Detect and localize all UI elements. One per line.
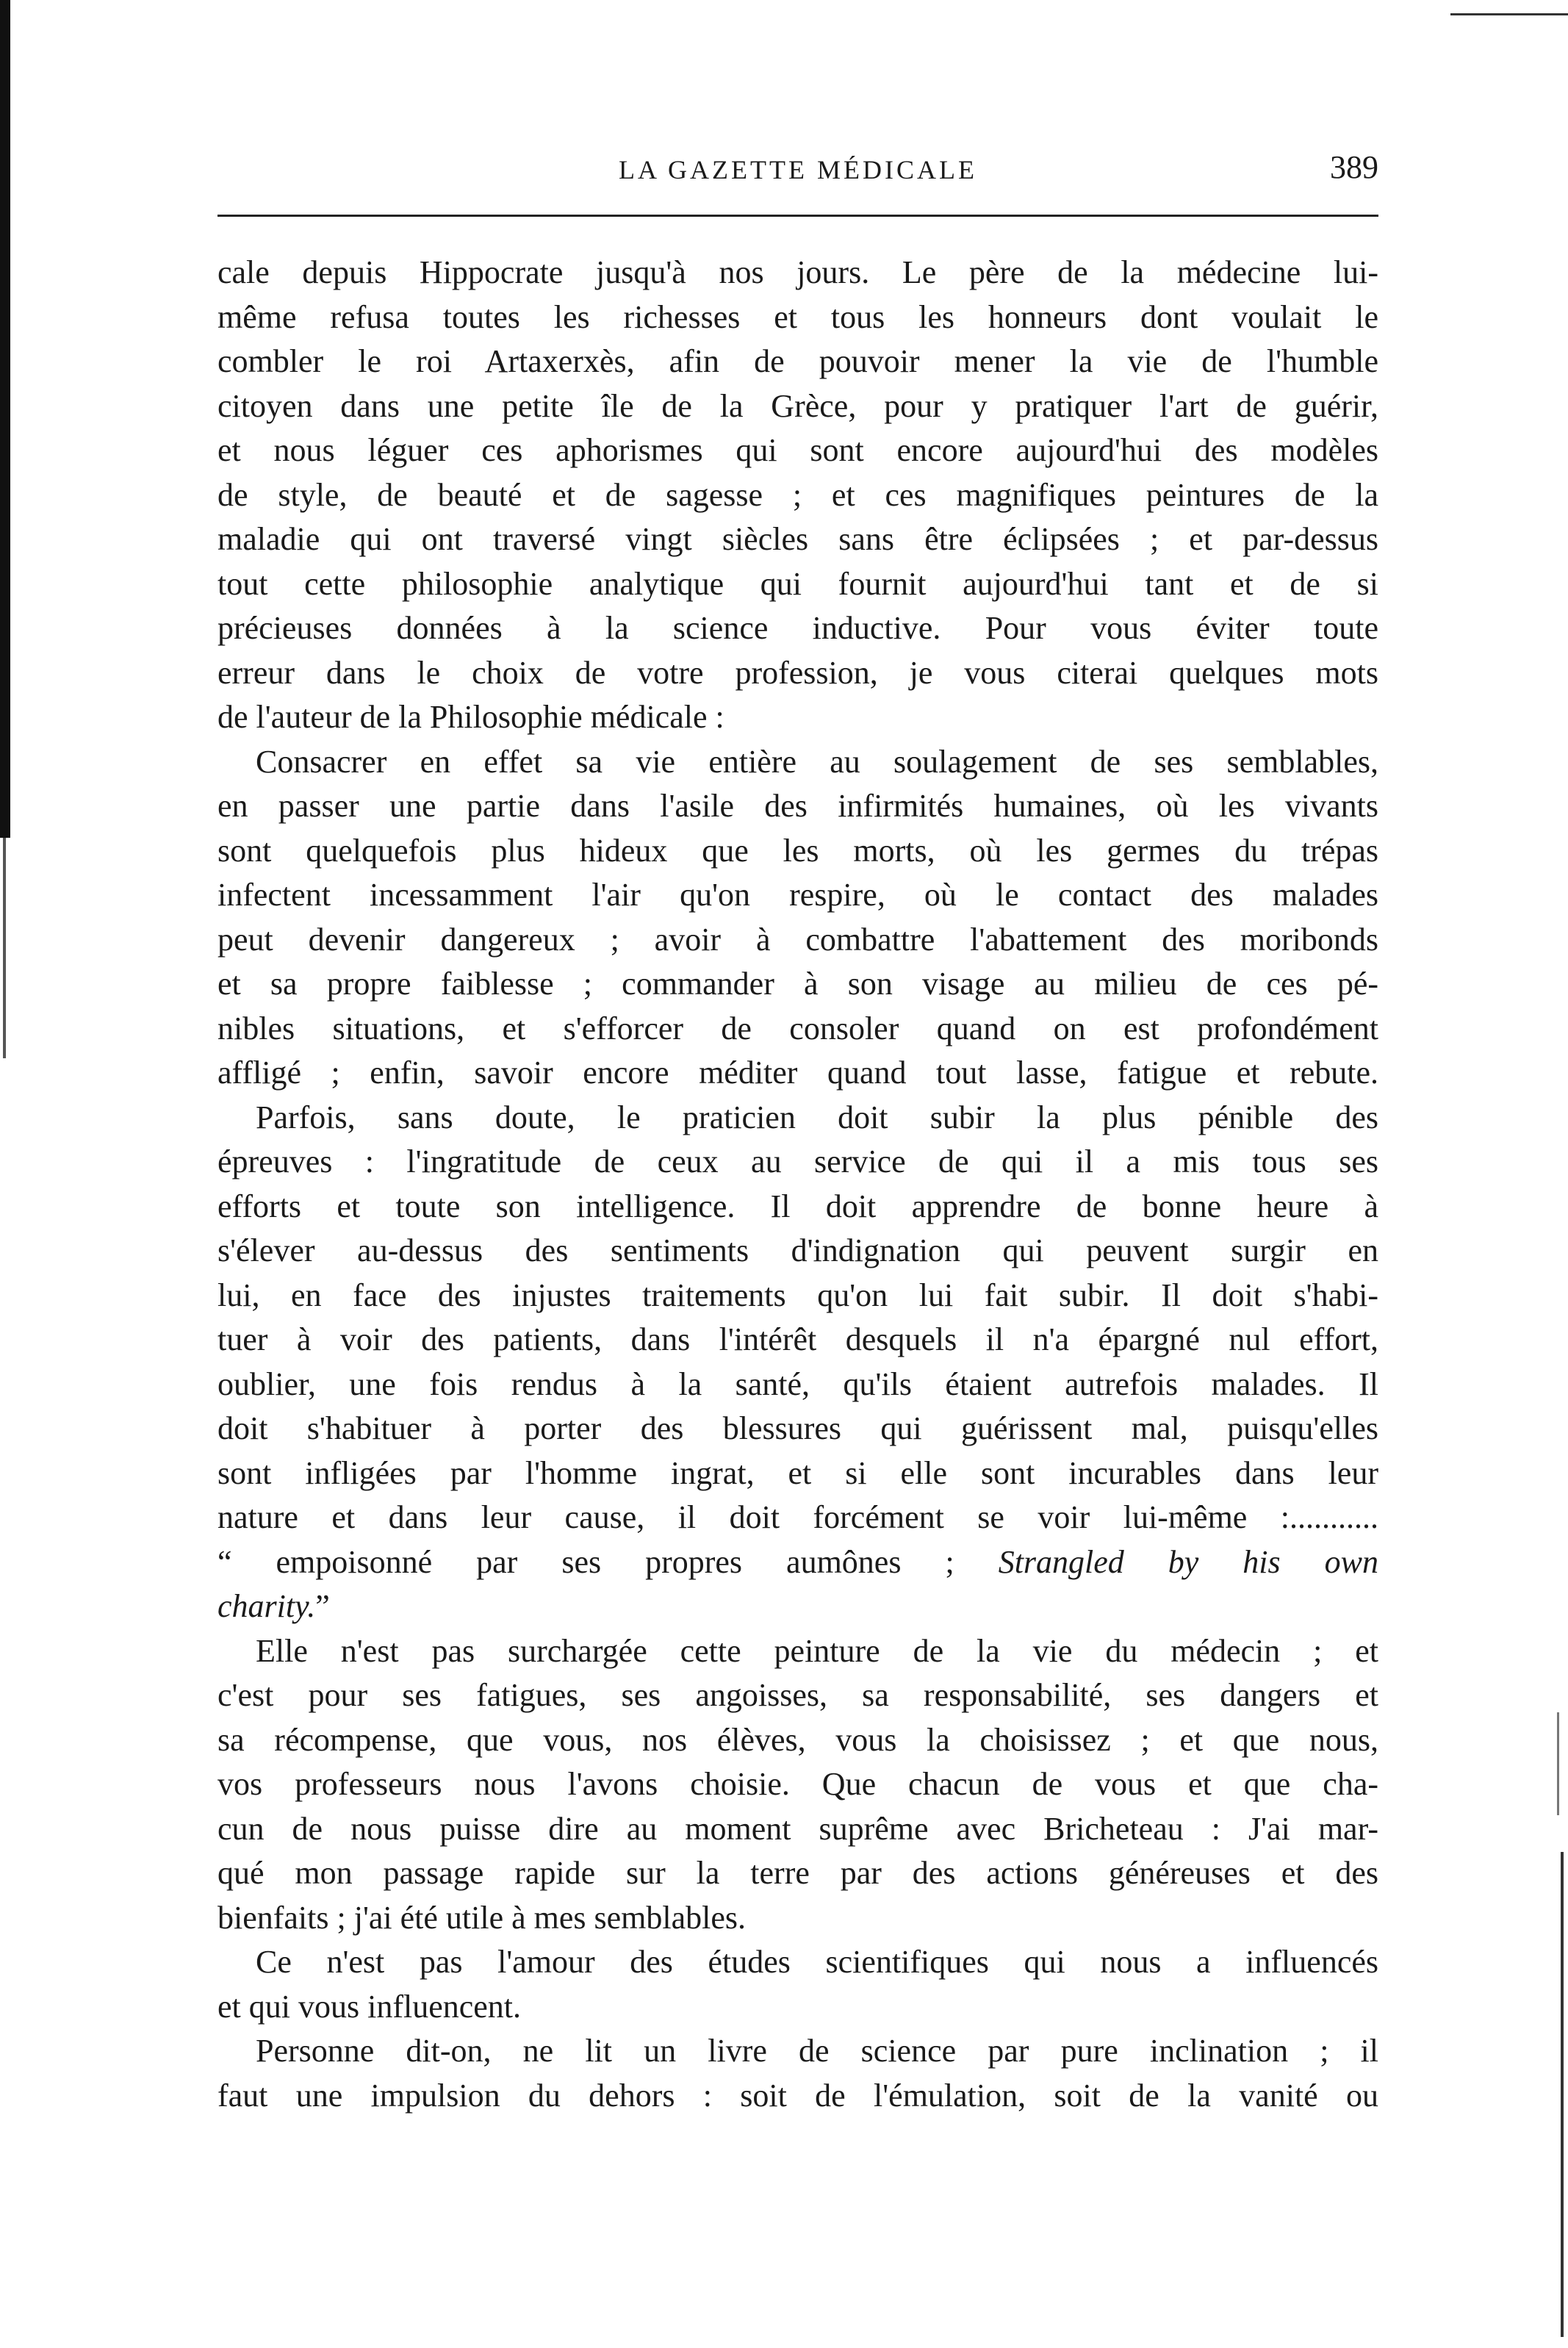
text-line: Personne dit-on, ne lit un livre de science par pure inclination ; il — [256, 2033, 1378, 2069]
quote-close: ” — [315, 1588, 330, 1624]
text-line: précieuses données à la science inductive. Pour vous éviter toute — [217, 610, 1378, 646]
english-quote-italic-end: charity. — [217, 1588, 316, 1624]
text-line: faut une impulsion du dehors : soit de l'émulation, soit de la vanité ou — [217, 2077, 1378, 2114]
scan-edge-right-top — [1450, 13, 1568, 15]
text-line: même refusa toutes les richesses et tous les honneurs dont voulait le — [217, 298, 1378, 335]
text-line: sa récompense, que vous, nos élèves, vous la choisissez ; et que nous, — [217, 1721, 1378, 1758]
text-line: et sa propre faiblesse ; commander à son visage au milieu de ces pé- — [217, 966, 1378, 1002]
text-line: c'est pour ses fatigues, ses angoisses, sa responsabilité, ses dangers et — [217, 1677, 1378, 1713]
running-head — [217, 140, 1378, 198]
text-line: sont infligées par l'homme ingrat, et si elle sont incurables dans leur — [217, 1454, 1378, 1491]
scan-edge-left-shadow — [3, 838, 6, 1058]
text-line: Ce n'est pas l'amour des études scientifiques qui nous a influencés — [256, 1944, 1378, 1980]
paragraph — [217, 1096, 1378, 1629]
text-line: de l'auteur de la Philosophie médicale : — [217, 699, 724, 735]
paragraph — [217, 1940, 1378, 2029]
running-title: LA GAZETTE MÉDICALE — [619, 155, 977, 184]
text-line: et nous léguer ces aphorismes qui sont encore aujourd'hui des modèles — [217, 432, 1378, 468]
quote-line — [217, 1540, 1378, 1585]
book-page — [217, 140, 1378, 2118]
text-line: erreur dans le choix de votre profession, je vous citerai quelques mots — [217, 654, 1378, 691]
paragraph — [217, 2029, 1378, 2118]
text-line: affligé ; enfin, savoir encore méditer quand tout lasse, fatigue et rebute. — [217, 1055, 1378, 1091]
text-line: et qui vous influencent. — [217, 1988, 522, 2025]
text-line: nibles situations, et s'efforcer de consoler quand on est profondément — [217, 1010, 1378, 1046]
text-line: cun de nous puisse dire au moment suprême avec Bricheteau : J'ai mar- — [217, 1810, 1378, 1847]
quote-text: “ empoisonné par ses propres aumônes ; — [217, 1543, 999, 1580]
text-line: cale depuis Hippocrate jusqu'à nos jours. Le père de la médecine lui- — [217, 254, 1378, 290]
text-line: tout cette philosophie analytique qui fournit aujourd'hui tant et de si — [217, 565, 1378, 602]
scan-edge-right — [1561, 1852, 1564, 2337]
text-line: peut devenir dangereux ; avoir à combattre l'abattement des moribonds — [217, 921, 1378, 958]
page-number: 389 — [1330, 149, 1378, 185]
text-line: nature et dans leur cause, il doit forcément se voir lui-même :........... — [217, 1499, 1378, 1535]
text-line: Parfois, sans doute, le praticien doit subir la plus pénible des — [256, 1099, 1378, 1135]
text-line: vos professeurs nous l'avons choisie. Que chacun de vous et que cha- — [217, 1766, 1378, 1802]
scan-edge-right-shadow — [1557, 1712, 1559, 1815]
text-line: citoyen dans une petite île de la Grèce, pour y pratiquer l'art de guérir, — [217, 387, 1378, 424]
text-line: lui, en face des injustes traitements qu'on lui fait subir. Il doit s'habi- — [217, 1277, 1378, 1313]
paragraph — [217, 740, 1378, 1096]
english-quote-italic: Strangled by his own — [998, 1543, 1378, 1580]
text-line: doit s'habituer à porter des blessures qui guérissent mal, puisqu'elles — [217, 1410, 1378, 1446]
text-line: oublier, une fois rendus à la santé, qu'ils étaient autrefois malades. Il — [217, 1365, 1378, 1402]
text-line: bienfaits ; j'ai été utile à mes semblables. — [217, 1899, 747, 1936]
text-line: de style, de beauté et de sagesse ; et ces magnifiques peintures de la — [217, 476, 1378, 513]
header-rule — [217, 215, 1378, 217]
text-line: maladie qui ont traversé vingt siècles sans être éclipsées ; et par-dessus — [217, 521, 1378, 557]
paragraph — [217, 251, 1378, 740]
text-line: épreuves : l'ingratitude de ceux au service de qui il a mis tous ses — [217, 1144, 1378, 1180]
text-line: en passer une partie dans l'asile des infirmités humaines, où les vivants — [217, 788, 1378, 824]
text-line: infectent incessamment l'air qu'on respire, où le contact des malades — [217, 877, 1378, 913]
text-line: tuer à voir des patients, dans l'intérêt desquels il n'a épargné nul effort, — [217, 1321, 1378, 1357]
text-line: Consacrer en effet sa vie entière au soulagement de ses semblables, — [256, 743, 1378, 780]
paragraph — [217, 1629, 1378, 1941]
text-line: efforts et toute son intelligence. Il doit apprendre de bonne heure à — [217, 1188, 1378, 1224]
text-line: qué mon passage rapide sur la terre par des actions généreuses et des — [217, 1855, 1378, 1891]
quote-line-end — [217, 1584, 1378, 1629]
text-line: sont quelquefois plus hideux que les morts, où les germes du trépas — [217, 832, 1378, 869]
body-text — [217, 251, 1378, 2118]
text-line: combler le roi Artaxerxès, afin de pouvoir mener la vie de l'humble — [217, 343, 1378, 379]
scan-edge-left — [0, 0, 10, 838]
text-line: Elle n'est pas surchargée cette peinture de la vie du médecin ; et — [256, 1632, 1378, 1669]
text-line: s'élever au-dessus des sentiments d'indignation qui peuvent surgir en — [217, 1232, 1378, 1268]
